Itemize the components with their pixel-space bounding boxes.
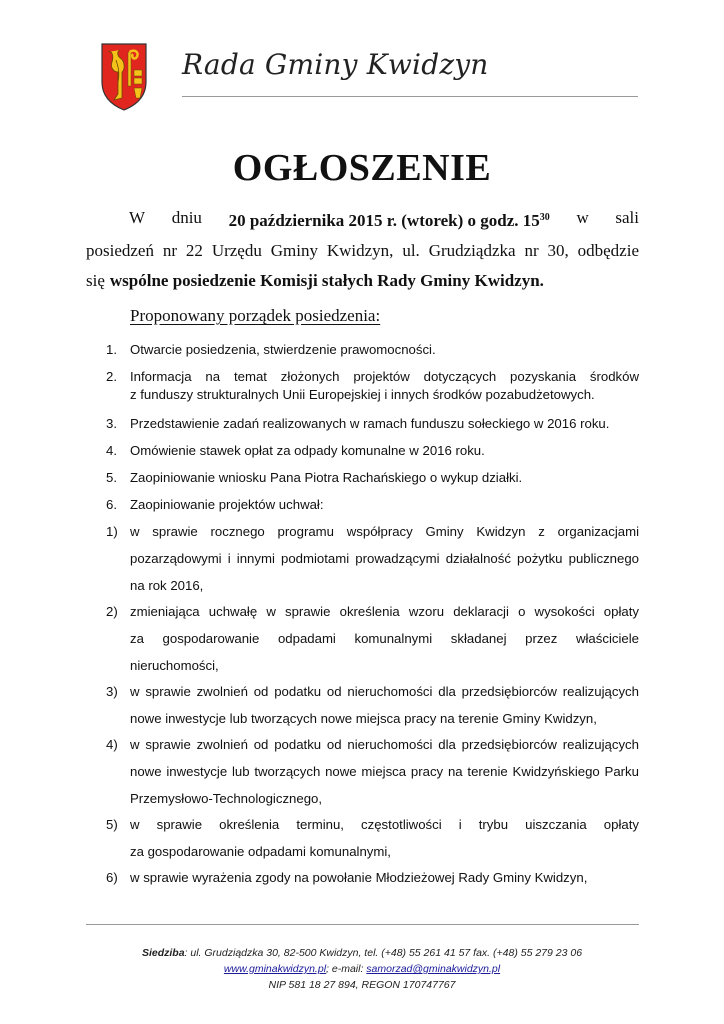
agenda-item-text: [130, 469, 639, 487]
agenda-item-text: [130, 341, 639, 359]
meeting-datetime: 20 października 2015 r. (wtorek) o godz. 1530: [229, 203, 550, 236]
resolutions-item-line: pozarządowymi i innymi podmiotami prowadzącymi działalność pożytku publicznego: [130, 551, 639, 566]
resolutions-item-line: w sprawie zwolnień od podatku od nieruchomości dla przedsiębiorców realizujących: [130, 737, 639, 752]
resolutions-item-line: za gospodarowanie odpadami komunalnymi składanej przez właściciele: [130, 631, 639, 646]
header-divider: [182, 96, 638, 97]
intro-word: W: [129, 208, 146, 227]
time-superscript: 30: [539, 212, 550, 223]
resolutions-item-line: w sprawie określenia terminu, częstotliwości i trybu uiszczania opłaty: [130, 817, 639, 832]
footer-registry: NIP 581 18 27 894, REGON 170747767: [268, 979, 456, 991]
agenda-item-line: Zaopiniowanie projektów uchwał:: [130, 497, 324, 512]
resolutions-item-text: [130, 678, 639, 732]
intro-text: posiedzeń nr 22 Urzędu Gminy Kwidzyn, ul. Grudziądzka nr 30, odbędzie: [86, 241, 639, 260]
resolutions-item-number: 3): [106, 684, 118, 699]
resolutions-item-text: [130, 864, 639, 891]
website-link[interactable]: www.gminakwidzyn.pl: [223, 963, 327, 975]
resolutions-item-line: na rok 2016,: [130, 578, 204, 593]
resolutions-item-text: [130, 598, 639, 679]
footer-address: Siedziba: ul. Grudziądzka 30, 82-500 Kwidzyn, tel. (+48) 55 261 41 57 fax. (+48) 55 279 23 06: [141, 947, 583, 959]
resolutions-item-line: nieruchomości,: [130, 658, 219, 673]
resolutions-item-line: w sprawie rocznego programu współpracy Gminy Kwidzyn z organizacjami: [130, 524, 639, 539]
email-link[interactable]: samorzad@gminakwidzyn.pl: [366, 963, 501, 975]
agenda-item-number: 2.: [106, 369, 117, 384]
agenda-item-line: Omówienie stawek opłat za odpady komunalne w 2016 roku.: [130, 443, 485, 458]
resolutions-item-text: [130, 518, 639, 599]
meeting-name: wspólne posiedzenie Komisji stałych Rady Gminy Kwidzyn.: [109, 271, 544, 290]
resolutions-item-number: 6): [106, 870, 118, 885]
intro-line-1: [86, 203, 639, 236]
agenda-item-text: [130, 442, 639, 460]
agenda-item-number: 1.: [106, 342, 117, 357]
resolutions-item-number: 1): [106, 524, 118, 539]
agenda-item-text: [130, 496, 639, 514]
agenda-item-number: 6.: [106, 497, 117, 512]
resolutions-item-line: nowe inwestycje lub tworzących nowe miejsca pracy na terenie Gminy Kwidzyn,: [130, 711, 597, 726]
resolutions-item-line: nowe inwestycje lub tworzących nowe miejsca pracy na terenie Kwidzyńskiego Parku: [130, 764, 639, 779]
agenda-item-line: Otwarcie posiedzenia, stwierdzenie prawomocności.: [130, 342, 436, 357]
resolutions-item-number: 4): [106, 737, 118, 752]
resolutions-item-text: [130, 811, 639, 865]
intro-word: w: [576, 208, 589, 227]
coat-of-arms-icon: [100, 42, 148, 112]
footer: [0, 945, 724, 993]
agenda-item-number: 3.: [106, 416, 117, 431]
resolutions-item-line: zmieniająca uchwałę w sprawie określenia wzoru deklaracji o wysokości opłaty: [130, 604, 639, 619]
agenda-item-line: Przedstawienie zadań realizowanych w ramach funduszu sołeckiego w 2016 roku.: [130, 416, 610, 431]
document-title: OGŁOSZENIE: [232, 147, 492, 189]
resolutions-item-number: 5): [106, 817, 118, 832]
announcement-intro: [86, 203, 639, 296]
org-name: Rada Gminy Kwidzyn: [182, 48, 489, 81]
letterhead: [100, 42, 638, 114]
agenda-item-line: z funduszy strukturalnych Unii Europejskiej i innych środków pozabudżetowych.: [130, 387, 595, 402]
intro-word: dniu: [171, 208, 202, 227]
agenda-heading: Proponowany porządek posiedzenia:: [130, 306, 381, 325]
resolutions-item-line: w sprawie zwolnień od podatku od nieruchomości dla przedsiębiorców realizujących: [130, 684, 639, 699]
resolutions-item-line: za gospodarowanie odpadami komunalnymi,: [130, 844, 391, 859]
intro-word: się: [86, 271, 105, 290]
intro-word: sali: [615, 208, 639, 227]
footer-contacts: www.gminakwidzyn.pl; e-mail: samorzad@gminakwidzyn.pl: [223, 963, 501, 975]
agenda-item-line: Zaopiniowanie wniosku Pana Piotra Rachańskiego o wykup działki.: [130, 470, 523, 485]
intro-line-2: [86, 236, 639, 266]
intro-line-3: [86, 266, 639, 296]
agenda-item-text: [130, 415, 639, 433]
resolutions-item-number: 2): [106, 604, 118, 619]
resolutions-item-line: Przemysłowo-Technologicznego,: [130, 791, 323, 806]
agenda-item-line: Informacja na temat złożonych projektów dotyczących pozyskania środków: [130, 369, 639, 384]
resolutions-item-text: [130, 731, 639, 812]
resolutions-item-line: w sprawie wyrażenia zgody na powołanie Młodzieżowej Rady Gminy Kwidzyn,: [130, 870, 588, 885]
footer-divider: [86, 924, 639, 925]
agenda-item-text: [130, 368, 639, 404]
agenda-item-number: 4.: [106, 443, 117, 458]
agenda-item-number: 5.: [106, 470, 117, 485]
